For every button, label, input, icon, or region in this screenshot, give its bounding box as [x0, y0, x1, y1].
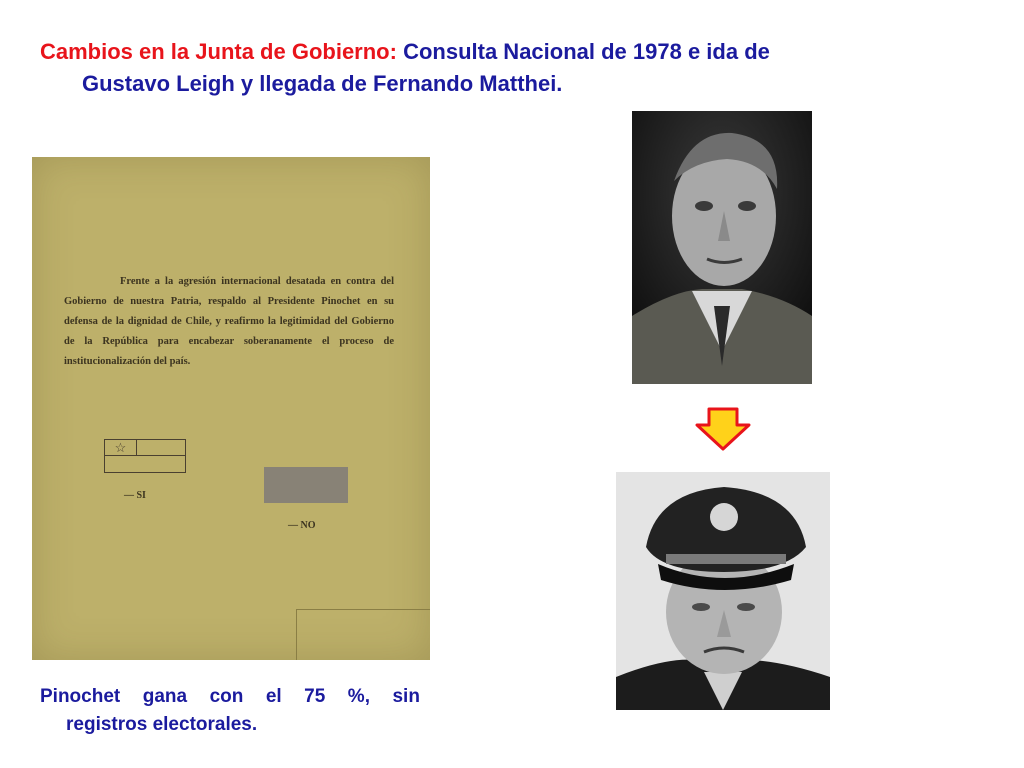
- caption-word: gana: [142, 686, 188, 707]
- ballot-text: [64, 272, 394, 372]
- title-red-part: Cambios en la Junta de Gobierno:: [40, 39, 397, 64]
- portrait-drawing: [632, 111, 812, 384]
- black-flag-box: [264, 467, 348, 503]
- ballot-image: [32, 157, 430, 660]
- down-arrow-icon: [695, 407, 751, 451]
- title-blue-line2: Gustavo Leigh y llegada de Fernando Matthei.: [82, 71, 563, 96]
- ballot-caption: [40, 683, 420, 739]
- caption-word: sin: [392, 686, 420, 707]
- slide-title: [40, 36, 980, 100]
- caption-word: Pinochet: [40, 686, 121, 707]
- ballot-si-label: — SI: [124, 490, 146, 501]
- caption-word: 75: [304, 686, 326, 707]
- caption-word: %,: [347, 686, 370, 707]
- star-icon: ☆: [105, 440, 137, 456]
- chilean-flag-checkbox: [104, 439, 186, 473]
- leigh-portrait-photo: [632, 111, 812, 384]
- title-blue-line1: Consulta Nacional de 1978 e ida de: [403, 39, 770, 64]
- portrait-drawing: [616, 472, 830, 710]
- matthei-portrait-photo: [616, 472, 830, 710]
- ballot-fold-line-h: [296, 609, 430, 610]
- flag-white-stripe: [137, 440, 185, 456]
- ballot-no-label: — NO: [288, 520, 316, 531]
- caption-line1: [40, 683, 420, 711]
- ballot-paragraph: Frente a la agresión internacional desatada en contra del Gobierno de nuestra Patria, respaldo al Presidente Pinochet en su defensa de la dignidad de Chile, y reafirmo la legitimidad del Gobierno de la República para encabezar soberanamente el proceso de institucionalización del país.: [64, 276, 394, 367]
- ballot-fold-line: [296, 609, 297, 660]
- caption-word: el: [265, 686, 282, 707]
- caption-word: con: [209, 686, 244, 707]
- caption-line2: registros electorales.: [66, 714, 258, 735]
